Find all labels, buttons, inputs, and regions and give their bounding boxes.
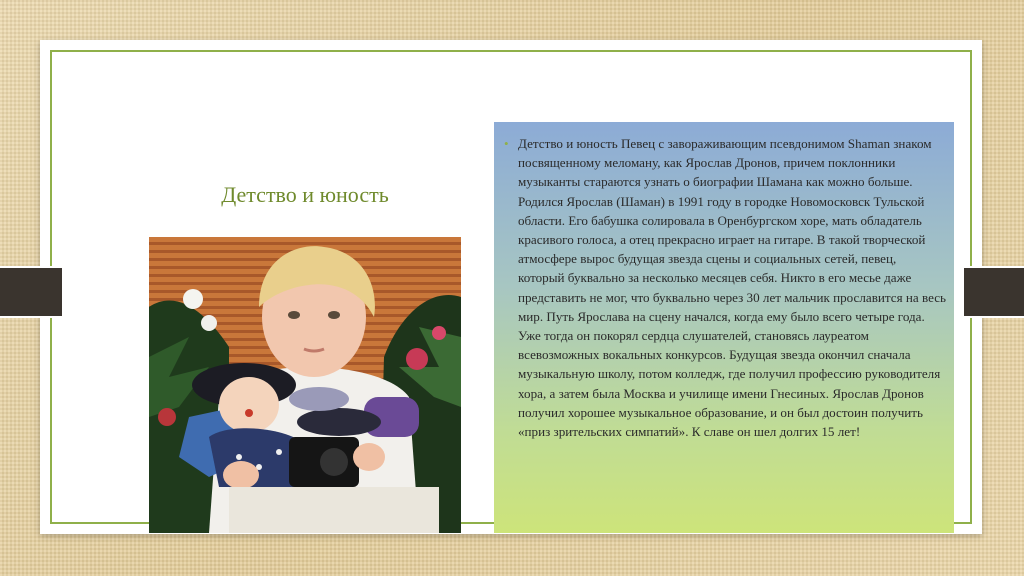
- left-tab-decoration: [0, 266, 64, 318]
- body-text: Детство и юность Певец с завораживающим псевдонимом Shaman знаком посвященному меломану, как Ярослав Дронов, причем поклонники музыканты стараются узнать о биографии Шамана как можно больше. Родился Ярослав (Шаман) в 1991 году в городке Новомосковск Тульской области. Его бабушка солировала в Оренбургском хоре, мать обладатель красивого голоса, а отец прекрасно играет на гитаре. В такой творческой атмосфере вырос будущая звезда сцены и социальных сетей, певец, который буквально за несколько месяцев себя. Никто в его месье даже представить не мог, что буквально через 30 лет мальчик прославится на весь мир. Путь Ярослава на сцену начался, когда ему было всего четыре года. Уже тогда он покорял сердца слушателей, становясь лауреатом всевозможных вокальных конкурсов. Будущая звезда окончил сначала музыкальную школу, потом колледж, где получил профессию руководителя хора, а затем была Москва и училище имени Гнесиных. Ярослав Дронов получил хорошее музыкальное образование, и он был достоин получить «приз зрительских симпатий». К славе он шел долгих 15 лет!: [518, 136, 946, 440]
- text-box: [494, 122, 954, 533]
- slide: [40, 40, 982, 534]
- right-tab-decoration: [962, 266, 1024, 318]
- child-with-doll-photo: [149, 237, 461, 533]
- bullet-icon: •: [504, 136, 509, 151]
- slide-title: Детство и юность: [221, 182, 389, 207]
